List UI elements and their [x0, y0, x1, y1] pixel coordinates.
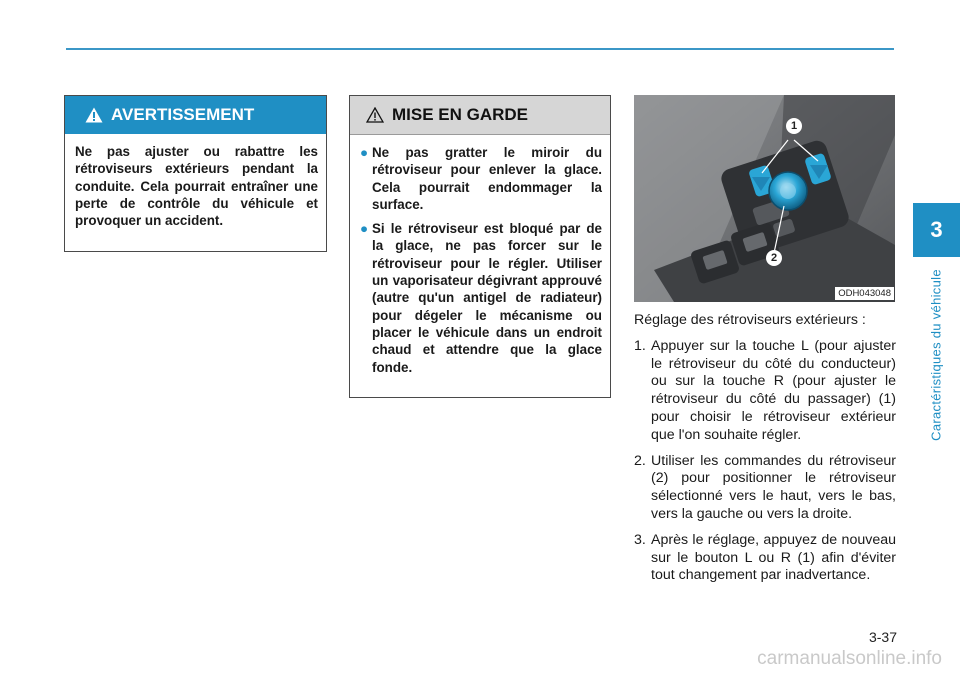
instructions-intro: Réglage des rétroviseurs extérieurs : — [634, 312, 866, 328]
bullet-dot-icon: ● — [360, 145, 369, 160]
caution-header — [350, 96, 610, 135]
top-rule — [66, 48, 894, 50]
mirror-switch-illustration — [634, 95, 895, 302]
warning-header — [65, 96, 326, 134]
caution-title: MISE EN GARDE — [392, 105, 529, 124]
instruction-step: 2. Utiliser les commandes du rétroviseur (2) pour positionner le rétroviseur sélectionné vers le haut, vers le bas, vers la gauche ou vers la droite. — [634, 452, 896, 522]
bullet-dot-icon: ● — [360, 221, 369, 237]
caution-bullet: ● Ne pas gratter le miroir du rétroviseur pour enlever la glace. Cela pourrait endommager la surface. — [360, 145, 602, 212]
instruction-steps — [634, 338, 896, 585]
chapter-tab[interactable] — [913, 203, 960, 257]
warning-box — [64, 95, 327, 252]
caution-box — [349, 95, 611, 398]
caution-bullet: ● Si le rétroviseur est bloqué par de la glace, ne pas forcer sur le rétroviseur pour le régler. Utiliser un vaporisateur dégivrant approuvé (autre qu'un antigel de radiateur) pour dégeler le mécanisme ou placer le véhicule dans un endroit chaud et attendre que la glace fonde. — [360, 221, 602, 375]
figure-code: ODH043048 — [835, 287, 894, 300]
warning-title: AVERTISSEMENT — [111, 105, 255, 124]
watermark: carmanualsonline.info — [757, 648, 942, 669]
page-number: 3-37 — [868, 629, 897, 645]
warning-text: Ne pas ajuster ou rabattre les rétroviseurs extérieurs pendant la conduite. Cela pourrait entraîner une perte de contrôle du véhicule et provoquer un accident. — [75, 144, 318, 229]
callout-1: 1 — [786, 118, 802, 134]
callout-2: 2 — [766, 250, 782, 266]
chapter-title: Caractéristiques du véhicule — [928, 269, 944, 441]
caution-triangle-icon — [366, 107, 384, 123]
caution-list — [360, 144, 602, 376]
instruction-step: 1. Appuyer sur la touche L (pour ajuster le rétroviseur du côté du conducteur) ou sur la touche R (pour ajuster le rétroviseur du côté du passager) (1) pour choisir le rétroviseur extérieur que l'on souhaite régler. — [634, 337, 896, 443]
chapter-number: 3 — [930, 217, 943, 242]
instruction-step: 3. Après le réglage, appuyez de nouveau sur le bouton L ou R (1) afin d'éviter tout changement par inadvertance. — [634, 531, 896, 584]
mirror-control-figure — [634, 95, 895, 302]
instructions — [634, 308, 896, 593]
warning-triangle-icon — [85, 107, 103, 123]
